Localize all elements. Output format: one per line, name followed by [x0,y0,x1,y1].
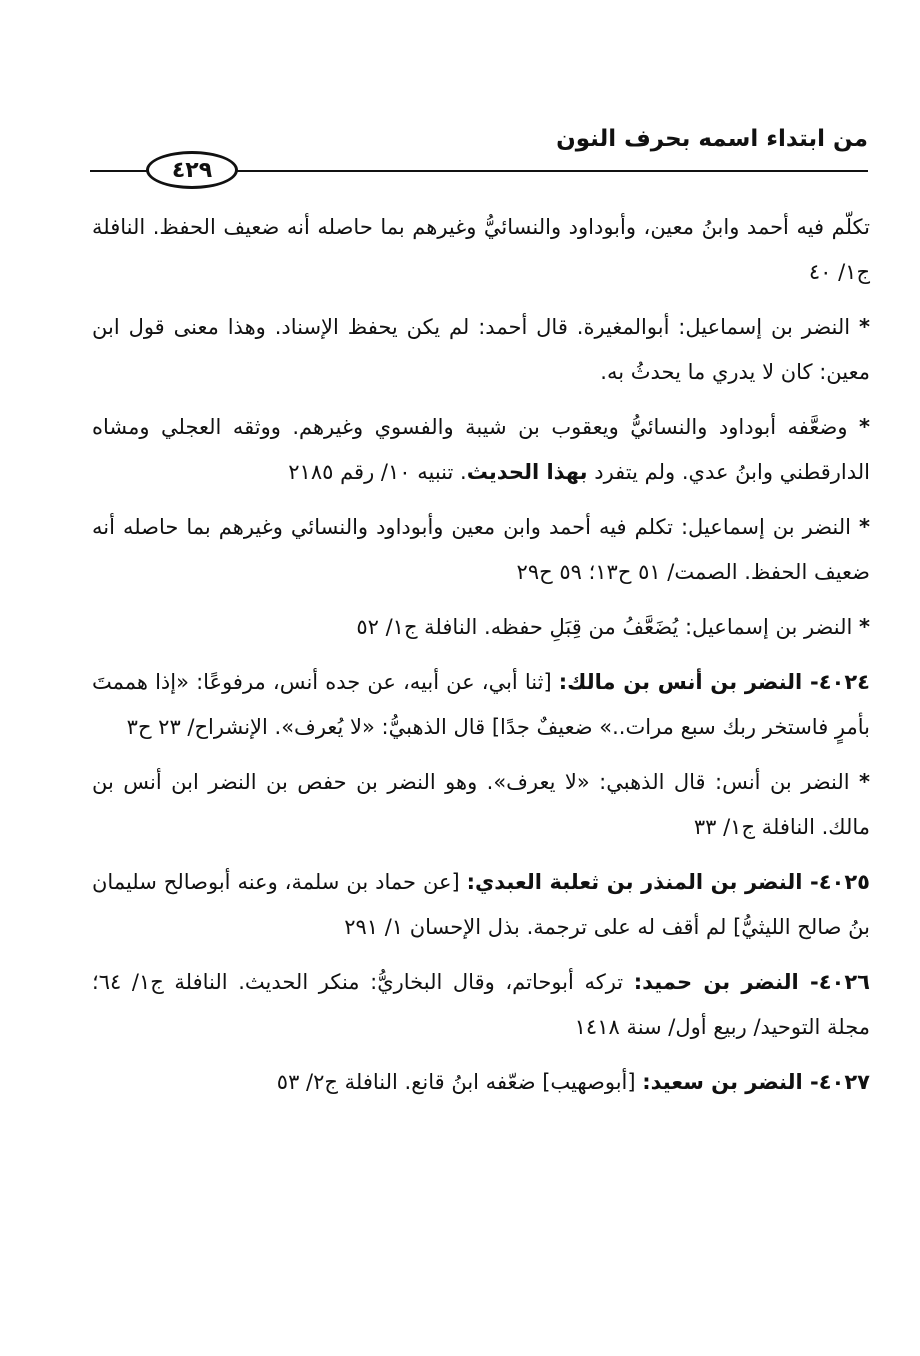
entry-text: تركه أبوحاتم، وقال البخاريُّ: منكر الحديث. النافلة ج١/ ٦٤؛ مجلة التوحيد/ ربيع أول/ سنة ١٤١٨ [92,970,870,1039]
asterisk-marker: * [859,770,870,794]
paragraph-text: النضر بن إسماعيل: يُضَعَّفُ من قِبَلِ حفظه. النافلة ج١/ ٥٢ [356,615,860,639]
asterisk-marker: * [859,515,870,539]
paragraph-text: النضر بن إسماعيل: تكلم فيه أحمد وابن معين وأبوداود والنسائي وغيرهم بما حاصله أنه ضعيف الحفظ. الصمت/ ٥١ ح١٣؛ ٥٩ ح٢٩ [92,515,870,584]
paragraph-text: النضر بن أنس: قال الذهبي: «لا يعرف». وهو النضر بن حفص بن النضر ابن أنس بن مالك. النافلة ج١/ ٣٣ [92,770,870,839]
paragraph [92,405,870,495]
running-title: من ابتداء اسمه بحرف النون [556,126,868,152]
entry-4025 [92,860,870,950]
paragraph [92,505,870,595]
page-header [90,118,868,188]
paragraph [92,760,870,850]
paragraph-text: النضر بن إسماعيل: أبوالمغيرة. قال أحمد: لم يكن يحفظ الإسناد. وهذا معنى قول ابن معين: كان لا يدري ما يحدثُ به. [92,315,870,384]
entry-4026 [92,960,870,1050]
entry-text: [أبوصهيب] ضعّفه ابنُ قانع. النافلة ج٢/ ٥٣ [276,1070,643,1094]
entry-text: [عن حماد بن سلمة، وعنه أبوصالح سليمان بنُ صالح الليثيُّ] لم أقف له على ترجمة. بذل الإحسان ١/ ٢٩١ [92,870,870,939]
entry-heading: ٤٠٢٤- النضر بن أنس بن مالك: [558,670,870,694]
bold-phrase: بهذا الحديث [466,460,588,484]
asterisk-marker: * [859,415,870,439]
entry-4027 [92,1060,870,1105]
page-number: ٤٢٩ [146,151,238,189]
paragraph [92,305,870,395]
paragraph-text: تكلّم فيه أحمد وابنُ معين، وأبوداود والنسائيُّ وغيرهم بما حاصله أنه ضعيف الحفظ. النافلة ج١/ ٤٠ [92,215,870,284]
paragraph [92,205,870,295]
paragraph-text: . تنبيه ١٠/ رقم ٢١٨٥ [288,460,467,484]
entry-heading: ٤٠٢٥- النضر بن المنذر بن ثعلبة العبدي: [466,870,870,894]
asterisk-marker: * [859,315,870,339]
paragraph [92,605,870,650]
entry-text: [ثنا أبي، عن أبيه، عن جده أنس، مرفوعًا: «إذا هممتَ بأمرٍ فاستخر ربك سبع مرات..» ضعيفٌ جدًا] قال الذهبيُّ: «لا يُعرف». الإنشراح/ ٢٣ ح٣ [92,670,870,739]
page-body [92,205,870,1115]
entry-4024 [92,660,870,750]
entry-heading: ٤٠٢٦- النضر بن حميد: [633,970,870,994]
entry-heading: ٤٠٢٧- النضر بن سعيد: [642,1070,870,1094]
paragraph-text: وضعَّفه أبوداود والنسائيُّ ويعقوب بن شيبة والفسوي وغيرهم. ووثقه العجلي ومشاه الدارقطني وابنُ عدي. ولم يتفرد [92,415,870,484]
asterisk-marker: * [859,615,870,639]
